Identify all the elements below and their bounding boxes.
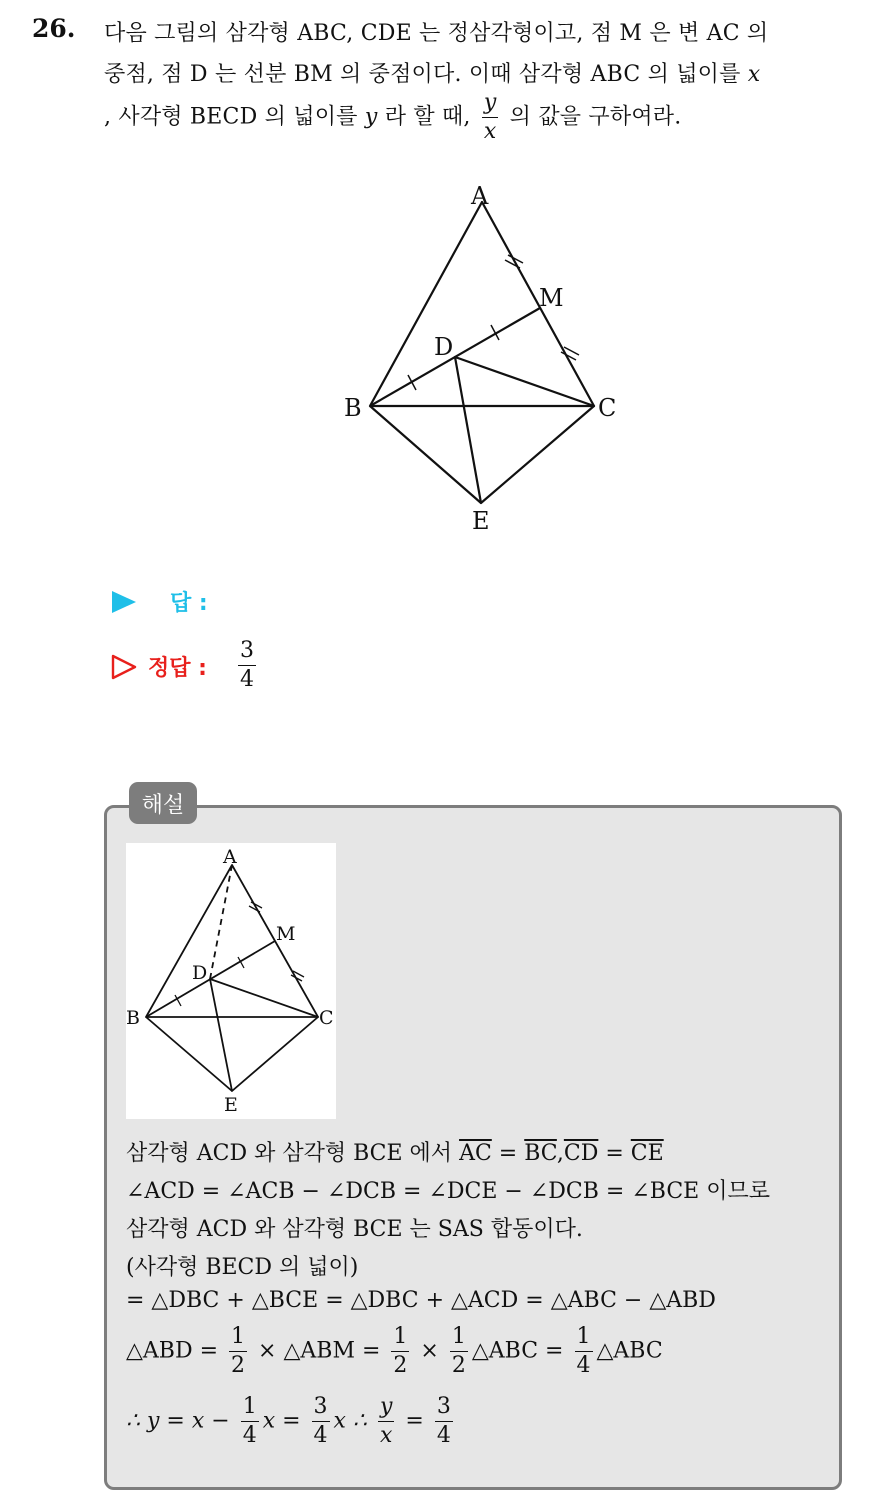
exp-label-e: E bbox=[224, 1094, 238, 1116]
correct-answer-value: $\frac{3}{4}$ bbox=[240, 638, 254, 692]
explanation-line-2: ∠ACD = ∠ACB − ∠DCB = ∠DCE − ∠DCB = ∠BCE 이므로 bbox=[126, 1179, 770, 1204]
segment-cd: $\overline{CD}$ bbox=[563, 1141, 599, 1166]
correct-answer-icon bbox=[111, 654, 137, 680]
triangle-figure bbox=[330, 178, 640, 538]
exp-label-m: M bbox=[276, 923, 296, 945]
exp-label-d: D bbox=[192, 962, 208, 984]
question-line-1: 다음 그림의 삼각형 ABC, CDE 는 정삼각형이고, 점 M 은 변 AC 의 bbox=[104, 21, 769, 46]
question-line-3c: 의 값을 구하여라. bbox=[509, 104, 682, 130]
explanation-line-6: △ABD = $\frac{1}{2}$ × △ABM = $\frac{1}{2}$ × $\frac{1}{2}$ △ABC = $\frac{1}{4}$ △ABC bbox=[126, 1324, 663, 1378]
exp-label-b: B bbox=[126, 1007, 140, 1029]
label-c: C bbox=[598, 394, 617, 422]
var-x: x bbox=[747, 62, 761, 87]
label-m: M bbox=[539, 284, 564, 312]
explanation-line-3: 삼각형 ACD 와 삼각형 BCE 는 SAS 합동이다. bbox=[126, 1217, 583, 1242]
label-b: B bbox=[344, 394, 362, 422]
question-line-3b: 라 할 때, bbox=[384, 104, 471, 130]
segment-be bbox=[370, 406, 481, 503]
label-a: A bbox=[471, 182, 489, 210]
var-y: y bbox=[364, 104, 378, 130]
exp-label-c: C bbox=[319, 1007, 334, 1029]
fraction-y-over-x: $\frac{y}{x}$ bbox=[483, 90, 497, 144]
question-line-3a: , 사각형 BECD 의 넓이를 bbox=[104, 104, 358, 130]
triangle-cde bbox=[455, 357, 594, 503]
question-line-2-text: 중점, 점 D 는 선분 BM 의 중점이다. 이때 삼각형 ABC 의 넓이를 bbox=[104, 62, 741, 87]
answer-input[interactable] bbox=[228, 582, 448, 618]
correct-answer-label: 정답 : bbox=[148, 656, 207, 681]
segment-bc: $\overline{BC}$ bbox=[524, 1141, 557, 1166]
question-number: 26. bbox=[32, 14, 76, 43]
explanation-line-5: = △DBC + △BCE = △DBC + △ACD = △ABC − △ABD bbox=[126, 1288, 716, 1313]
exp-label-a: A bbox=[223, 846, 237, 868]
answer-label: 답 : bbox=[170, 591, 208, 616]
question-line-2 bbox=[104, 57, 760, 88]
label-d: D bbox=[434, 333, 454, 361]
answer-play-icon bbox=[112, 591, 136, 613]
question-line-3 bbox=[104, 92, 681, 143]
explanation-line-1: 삼각형 ACD 와 삼각형 BCE 에서 $\overline{AC} = \overline{BC},\overline{CD} = \overline{CE}$ bbox=[126, 1141, 664, 1166]
explanation-tag: 해설 bbox=[129, 782, 197, 824]
label-e: E bbox=[472, 507, 490, 535]
explanation-line-4: (사각형 BECD 의 넓이) bbox=[126, 1255, 359, 1280]
segment-ac: $\overline{AC}$ bbox=[459, 1141, 492, 1166]
explanation-figure bbox=[126, 843, 336, 1119]
explanation-line-7: ∴ y = x − $\frac{1}{4}$ x = $\frac{3}{4}$ x ∴ $\frac{y}{x}$ = $\frac{3}{4}$ bbox=[126, 1394, 451, 1448]
segment-ce: $\overline{CE}$ bbox=[630, 1141, 664, 1166]
